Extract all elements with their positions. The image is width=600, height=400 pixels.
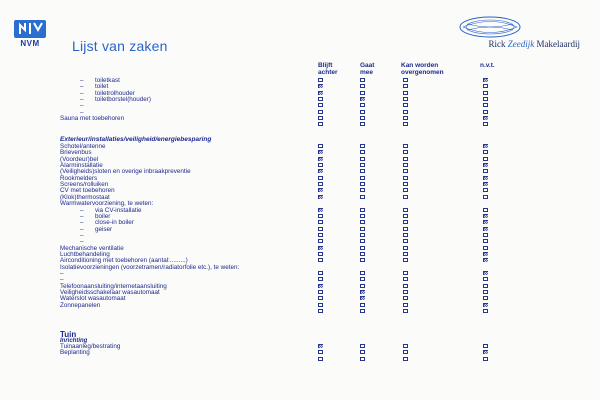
row-label: Alarminstallatie xyxy=(60,162,103,170)
column-header-gaat-mee: Gaat mee xyxy=(360,62,375,76)
column-header-nvt: n.v.t. xyxy=(480,62,495,69)
checkbox-nvt[interactable] xyxy=(483,357,488,361)
checkbox-blijft-achter[interactable] xyxy=(318,357,323,361)
row-dash: – xyxy=(80,219,84,227)
row-label: Isolatievoorzieningen (voorzetramen/radiatorfolie etc.), te weten: xyxy=(60,263,240,271)
checkbox-blijft-achter[interactable] xyxy=(318,122,323,126)
brand-italic: Zeedijk xyxy=(507,39,535,49)
checkbox-gaat-mee[interactable] xyxy=(360,357,365,361)
row-dash: – xyxy=(80,83,84,91)
row-label: Mechanische ventilatie xyxy=(60,244,124,252)
checkbox-nvt[interactable] xyxy=(483,122,488,126)
row-label: – xyxy=(60,270,64,277)
table-row xyxy=(60,120,500,129)
row-dash: – xyxy=(80,108,84,116)
column-header-blijft-achter: Blijft achter xyxy=(318,62,338,76)
brand-first: Rick xyxy=(488,39,506,49)
section-subtitle-inrichting: Inrichting xyxy=(60,338,88,344)
row-label: Brievenbus xyxy=(60,149,92,157)
table-row xyxy=(60,307,500,316)
row-label: Waterslot wasautomaat xyxy=(60,295,126,303)
row-label: (Klok)thermostaat xyxy=(60,193,110,201)
checkbox-nvt[interactable] xyxy=(483,309,488,313)
row-dash: – xyxy=(80,77,84,84)
row-dash: – xyxy=(80,102,84,110)
row-label: Zonnepanelen xyxy=(60,301,101,309)
row-label: Rookmelders xyxy=(60,174,98,182)
row-dash: – xyxy=(80,96,84,104)
row-label: geiser xyxy=(95,225,113,233)
row-label: (Veiligheids)sloten en overige inbraakpreventie xyxy=(60,168,191,176)
section-title-exterieur: Exterieur/installaties/veiligheid/energiebesparing xyxy=(60,136,212,143)
row-label: Luchtbehandeling xyxy=(60,250,110,258)
row-label: via CV-installatie xyxy=(95,206,142,214)
checkbox-kan-worden-overgenomen[interactable] xyxy=(403,122,408,126)
row-dash: – xyxy=(80,89,84,97)
row-label: (Voordeur)bel xyxy=(60,155,99,163)
row-dash: – xyxy=(80,206,84,214)
checkbox-gaat-mee[interactable] xyxy=(360,122,365,126)
row-label: Schotel/antenne xyxy=(60,143,106,150)
row-label: CV met toebehoren xyxy=(60,187,115,195)
row-label: Sauna met toebehoren xyxy=(60,115,125,123)
brand-name xyxy=(410,39,580,49)
section-title-tuin: Tuin xyxy=(60,330,77,339)
checkbox-blijft-achter[interactable] xyxy=(318,309,323,313)
row-dash: – xyxy=(80,225,84,233)
row-label: Airconditioning met toebehoren (aantal:.........) xyxy=(60,257,188,265)
row-label: Beplanting xyxy=(60,349,90,357)
checkbox-kan-worden-overgenomen[interactable] xyxy=(403,309,408,313)
row-label: Warmwatervoorziening, te weten: xyxy=(60,200,154,208)
row-dash: – xyxy=(80,212,84,220)
row-label: Tuinaanleg/bestrating xyxy=(60,343,121,350)
checkbox-kan-worden-overgenomen[interactable] xyxy=(403,357,408,361)
globe-emblem-icon xyxy=(455,16,525,38)
table-row xyxy=(60,355,500,364)
row-label: toiletkast xyxy=(95,77,120,84)
row-label: toiletborstel(houder) xyxy=(95,96,152,104)
brand-logo xyxy=(410,16,580,50)
row-label: close-in boiler xyxy=(95,219,134,227)
row-dash: – xyxy=(80,231,84,239)
row-label: – xyxy=(60,276,64,284)
row-label: toilet xyxy=(95,83,109,91)
row-label: toiletrolhouder xyxy=(95,89,135,97)
nvm-label: NVM xyxy=(20,39,40,48)
row-label: Telefoonaansluiting/internetaansluiting xyxy=(60,282,167,290)
row-dash: – xyxy=(80,238,84,246)
page-title: Lijst van zaken xyxy=(72,38,168,54)
row-label: Screens/rolluiken xyxy=(60,181,109,189)
brand-last: Makelaardij xyxy=(536,39,580,49)
column-header-kan-worden-overgenomen: Kan worden overgenomen xyxy=(401,62,444,76)
row-label: boiler xyxy=(95,212,111,220)
row-label: Veiligheidsschakelaar wasautomaat xyxy=(60,289,160,297)
checkbox-gaat-mee[interactable] xyxy=(360,309,365,313)
